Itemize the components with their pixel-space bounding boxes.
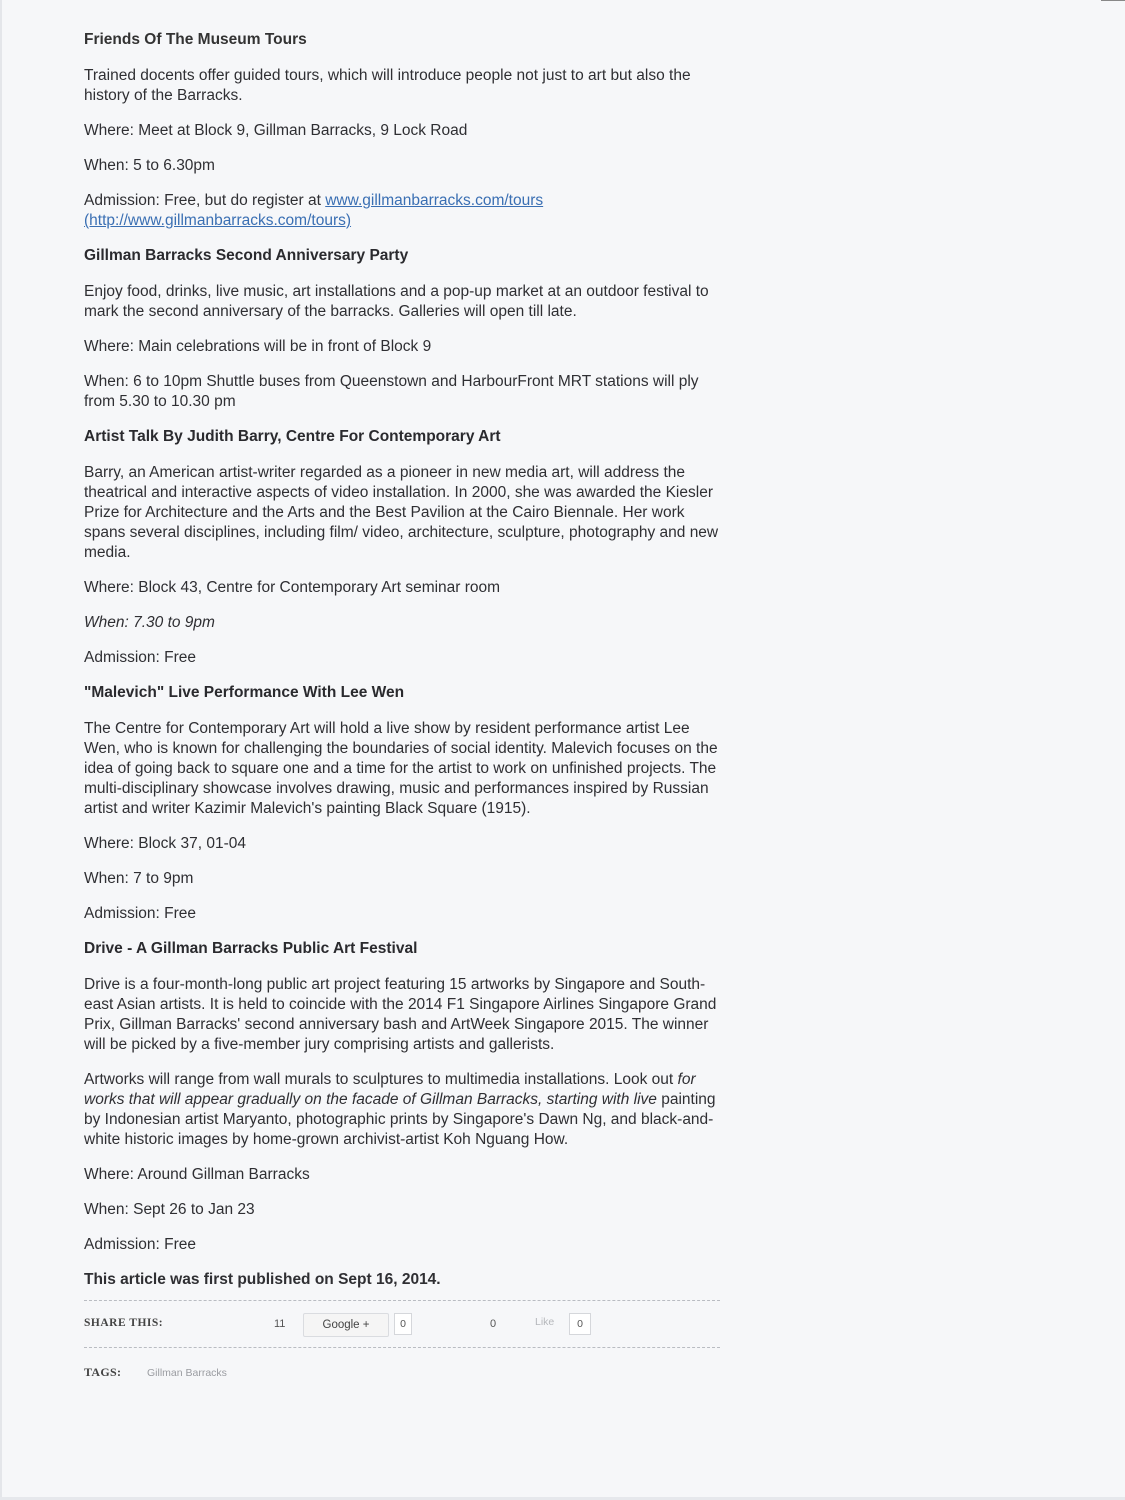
event-description: Enjoy food, drinks, live music, art installations and a pop-up market at an outdoor festival to mark the second anniversary of the barracks. Galleries will open till late. (84, 283, 709, 320)
event-friends-museum-tours (84, 30, 724, 231)
description-part-italic: for works that will appear gradually on the facade of Gillman Barracks, starting with live (84, 1071, 696, 1108)
event-artist-talk-judith-barry (84, 427, 724, 668)
event-description: The Centre for Contemporary Art will hold a live show by resident performance artist Lee Wen, who is known for challenging the boundaries of social identity. Malevich focuses on the idea of going back to square one and a time for the artist to work on unfinished projects. The multi-disciplinary showcase involves drawing, music and performances inspired by Russian artist and writer Kazimir Malevich's painting Black Square (1915). (84, 720, 718, 817)
event-where: Where: Meet at Block 9, Gillman Barracks, 9 Lock Road (84, 122, 468, 139)
event-admission (84, 191, 724, 231)
description-part: Artworks will range from wall murals to sculptures to multimedia installations. Look out (84, 1071, 678, 1088)
event-where: Where: Around Gillman Barracks (84, 1166, 310, 1183)
event-title: "Malevich" Live Performance With Lee Wen (84, 684, 405, 701)
event-admission: Admission: Free (84, 649, 196, 666)
event-when: When: Sept 26 to Jan 23 (84, 1201, 255, 1218)
event-description: Barry, an American artist-writer regarded as a pioneer in new media art, will address the theatrical and interactive aspects of video installation. In 2000, she was awarded the Kiesler Prize for Architecture and the Arts and the Best Pavilion at the Cairo Biennale. Her work spans several disciplines, including film/ video, architecture, sculpture, photography and new media. (84, 464, 719, 561)
event-when: When: 5 to 6.30pm (84, 157, 215, 174)
share-count: 11 (274, 1318, 286, 1330)
event-when: When: 6 to 10pm Shuttle buses from Queenstown and HarbourFront MRT stations will ply from 5.30 to 10.30 pm (84, 373, 699, 410)
event-where: Where: Block 37, 01-04 (84, 835, 246, 852)
tags-label: TAGS: (84, 1365, 122, 1379)
event-drive-public-art-festival (84, 939, 724, 1255)
event-when: When: 7.30 to 9pm (84, 614, 215, 631)
event-description: Trained docents offer guided tours, which will introduce people not just to art but also the history of the Barracks. (84, 67, 691, 104)
google-plus-button[interactable]: Google + (303, 1313, 389, 1337)
event-title: Drive - A Gillman Barracks Public Art Festival (84, 940, 418, 957)
tours-link[interactable]: www.gillmanbarracks.com/tours (325, 192, 544, 209)
like-button[interactable]: Like (535, 1316, 555, 1328)
tags-bar (84, 1348, 724, 1388)
event-admission: Admission: Free (84, 905, 196, 922)
like-count: 0 (569, 1313, 591, 1335)
event-title: Gillman Barracks Second Anniversary Party (84, 247, 409, 264)
event-malevich-performance (84, 683, 724, 924)
event-description-2 (84, 1070, 724, 1150)
event-where: Where: Block 43, Centre for Contemporary Art seminar room (84, 579, 501, 596)
share-count-2: 0 (490, 1318, 497, 1330)
share-bar (84, 1301, 724, 1347)
event-title: Friends Of The Museum Tours (84, 31, 307, 48)
event-where: Where: Main celebrations will be in front of Block 9 (84, 338, 432, 355)
event-title: Artist Talk By Judith Barry, Centre For Contemporary Art (84, 428, 501, 445)
event-description: Drive is a four-month-long public art project featuring 15 artworks by Singapore and South-east Asian artists. It is held to coincide with the 2014 F1 Singapore Airlines Singapore Grand Prix, Gillman Barracks' second anniversary bash and ArtWeek Singapore 2015. The winner will be picked by a five-member jury comprising artists and gallerists. (84, 976, 717, 1053)
tours-url-link[interactable]: (http://www.gillmanbarracks.com/tours) (84, 212, 352, 229)
event-when: When: 7 to 9pm (84, 870, 194, 887)
description-part: painting by Indonesian artist Maryanto, photographic prints by Singapore's Dawn Ng, and black-and-white historic images by home-grown archivist-artist Koh Nguang How. (84, 1091, 716, 1148)
share-label: SHARE THIS: (84, 1317, 164, 1329)
google-plus-count: 0 (394, 1313, 412, 1335)
article-body (84, 30, 724, 1388)
publication-note: This article was first published on Sept 16, 2014. (84, 1271, 441, 1288)
event-anniversary-party (84, 246, 724, 412)
scan-top-mark (1101, 0, 1125, 1)
event-admission: Admission: Free (84, 1236, 196, 1253)
tag-link-gillman-barracks[interactable]: Gillman Barracks (147, 1367, 227, 1379)
admission-text: Admission: Free, but do register at (84, 192, 326, 209)
scan-left-edge (0, 0, 2, 1500)
